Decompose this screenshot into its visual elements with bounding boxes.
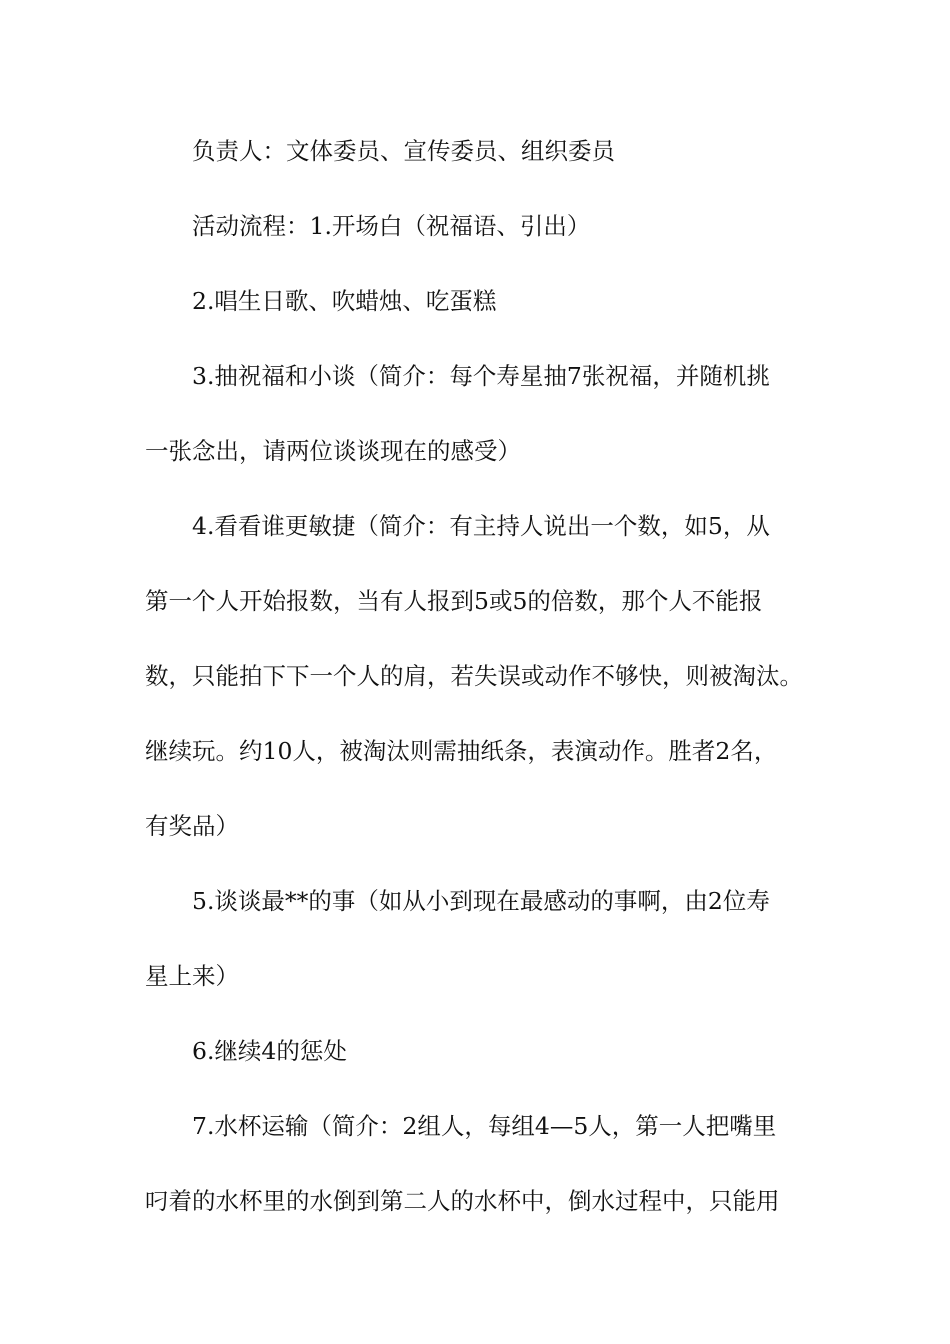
flow-step-3: 3.抽祝福和小谈（简介：每个寿星抽7张祝福，并随机挑 [192, 362, 770, 390]
flow-step-5-continued: 星上来） [145, 962, 239, 990]
flow-step-4-continued-2: 数，只能拍下下一个人的肩，若失误或动作不够快，则被淘汰。 [145, 662, 803, 690]
flow-step-4-continued-3: 继续玩。约10人，被淘汰则需抽纸条，表演动作。胜者2名， [145, 737, 778, 765]
flow-step-2: 2.唱生日歌、吹蜡烛、吃蛋糕 [192, 287, 497, 315]
flow-step-7: 7.水杯运输（简介：2组人，每组4—5人，第一人把嘴里 [192, 1112, 777, 1140]
flow-step-3-continued: 一张念出，请两位谈谈现在的感受） [145, 437, 521, 465]
responsible-persons-line: 负责人：文体委员、宣传委员、组织委员 [192, 137, 615, 165]
flow-step-7-continued: 叼着的水杯里的水倒到第二人的水杯中，倒水过程中，只能用 [145, 1187, 780, 1215]
flow-step-6: 6.继续4的惩处 [192, 1037, 347, 1065]
flow-step-4-continued-4: 有奖品） [145, 812, 239, 840]
flow-step-5: 5.谈谈最**的事（如从小到现在最感动的事啊，由2位寿 [192, 887, 770, 915]
flow-step-4-continued-1: 第一个人开始报数，当有人报到5或5的倍数，那个人不能报 [145, 587, 763, 615]
activity-flow-line: 活动流程：1.开场白（祝福语、引出） [192, 212, 591, 240]
flow-step-4: 4.看看谁更敏捷（简介：有主持人说出一个数，如5，从 [192, 512, 770, 540]
